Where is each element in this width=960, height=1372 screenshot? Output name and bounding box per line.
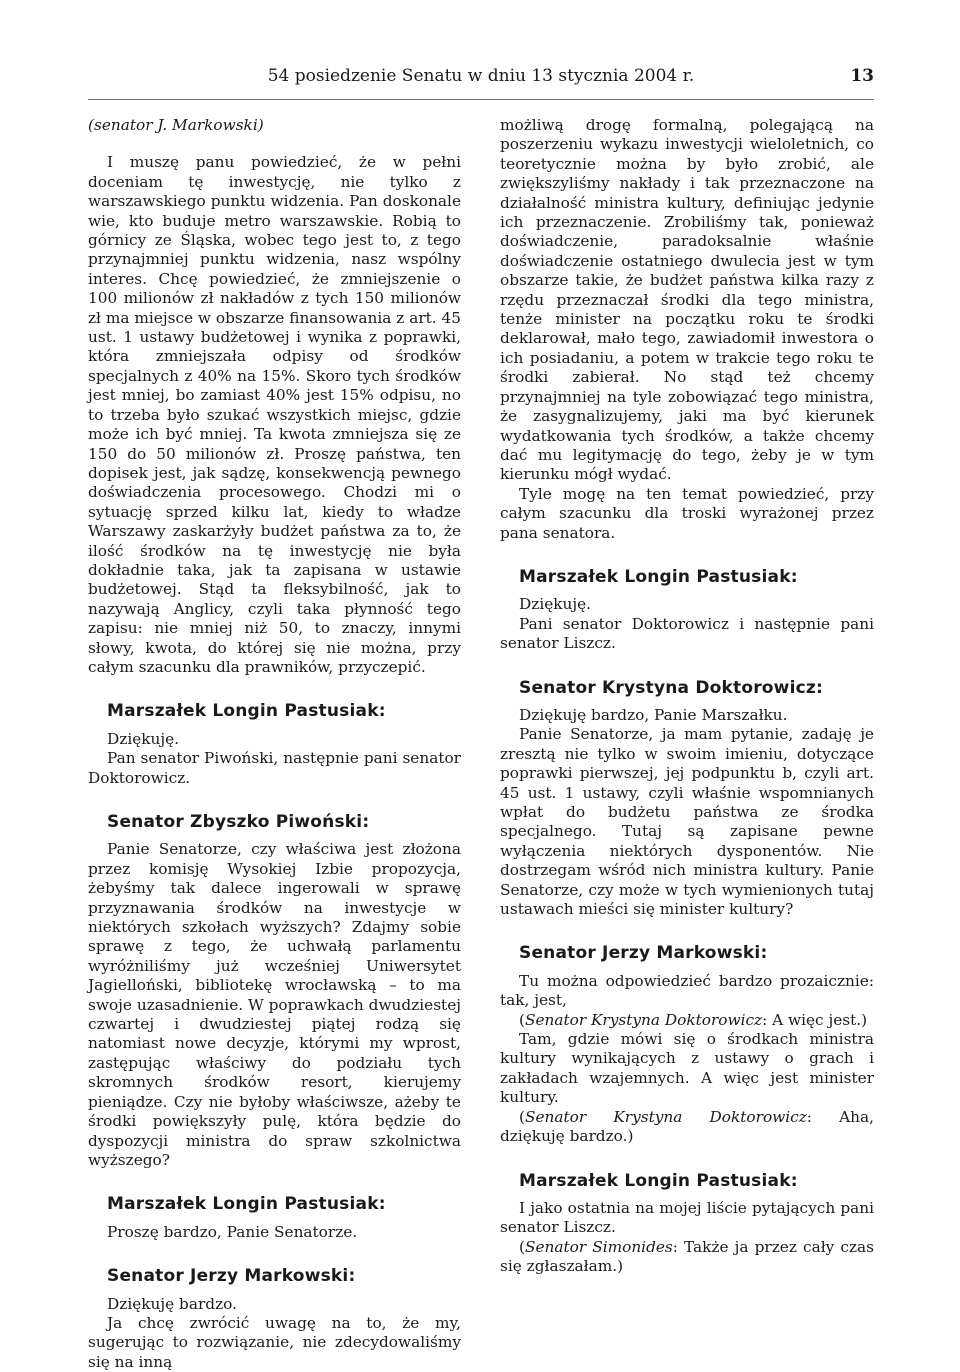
interjection-text: : Aha, dziękuję bardzo.) <box>500 1107 874 1146</box>
header-title: 54 posiedzenie Senatu w dniu 13 stycznia 2004 r. <box>267 66 695 86</box>
paragraph: Ja chcę zwrócić uwagę na to, że my, sugerując to rozwiązanie, nie zdecydowaliśmy się na inną <box>88 1313 461 1371</box>
paragraph: Panie Senatorze, ja mam pytanie, zadaję je zresztą nie tylko w swoim imieniu, dotyczące poprawki pierwszej, jej podpunktu b, czyli art. 45 ust. 1 ustawy, czyli właśnie wspomnianych wpłat do budżetu państwa ze środka specjalnego. Tutaj są zapisane pewne wyłączenia niektórych dysponentów. Nie dostrzegam wśród nich ministra kultury. Panie Senatorze, czy może w tych wymienionych tutaj ustawach mieści się minister kultury? <box>500 725 874 919</box>
interjection <box>500 1011 874 1030</box>
interjection-speaker: Senator Krystyna Doktorowicz <box>524 1107 807 1126</box>
left-column <box>88 116 461 1371</box>
interjection-open: ( <box>519 1107 525 1126</box>
interjection-speaker: Senator Simonides <box>524 1237 673 1256</box>
interjection-open: ( <box>519 1010 525 1029</box>
interjection-text: : A więc jest.) <box>762 1010 868 1029</box>
speaker-heading: Senator Jerzy Markowski: <box>107 1266 356 1287</box>
speaker-heading: Senator Jerzy Markowski: <box>519 943 768 964</box>
speaker-heading: Marszałek Longin Pastusiak: <box>107 1194 386 1215</box>
paragraph: Tu można odpowiedzieć bardzo prozaicznie: tak, jest, <box>500 971 874 1010</box>
speaker-heading: Marszałek Longin Pastusiak: <box>107 701 386 722</box>
paragraph: Pan senator Piwoński, następnie pani senator Doktorowicz. <box>88 749 461 787</box>
paragraph: Proszę bardzo, Panie Senatorze. <box>107 1222 358 1241</box>
interjection-open: ( <box>519 1237 525 1256</box>
interjection-speaker: Senator Krystyna Doktorowicz <box>524 1010 763 1029</box>
speaker-heading: Senator Zbyszko Piwoński: <box>107 812 370 832</box>
speaker-note: (senator J. Markowski) <box>88 116 264 134</box>
interjection <box>500 1238 874 1277</box>
paragraph: Dziękuję. <box>107 729 180 748</box>
speaker-heading: Senator Krystyna Doktorowicz: <box>519 677 823 698</box>
paragraph: I muszę panu powiedzieć, że w pełni doceniam tę inwestycję, nie tylko z warszawskiego punktu widzenia. Pan doskonale wie, kto buduje metro warszawskie. Robią to górnicy ze Śląska, wobec tego jest to, z tego przynajmniej punktu widzenia, nasz wspólny interes. Chcę powiedzieć, że zmniejszenie o 100 milionów zł nakładów z tych 150 milionów zł ma miejsce w obszarze finansowania z art. 45 ust. 1 ustawy budżetowej i wynika z poprawki, która zmniejszała odpisy od środków specjalnych z 40% na 15%. Skoro tych środków jest mniej, bo zamiast 40% jest 15% odpisu, no to trzeba było szukać wszystkich miejsc, gdzie może ich być mniej. Ta kwota zmniejsza się ze 150 do 50 milionów zł. Proszę państwa, ten dopisek jest, jak sądzę, konsekwencją pewnego doświadczenia procesowego. Chodzi mi o sytuację sprzed kilku lat, kiedy to władze Warszawy zaskarżyły budżet państwa za to, że ilość środków na tę inwestycję nie była dokładnie taka, jak ta zapisana w ustawie budżetowej. Stąd ta fleksybilność, jak to nazywają Anglicy, czyli taka płynność tego zapisu: nie mniej niż 50, to znaczy, innymi słowy, kwota, do której się nie można, przy całym szacunku dla prawników, przyczepić. <box>88 153 461 676</box>
paragraph: Tam, gdzie mówi się o środkach ministra kultury wynikających z ustawy o grach i zakładach wzajemnych. A więc jest minister kultury. <box>500 1030 874 1107</box>
paragraph: Dziękuję bardzo, Panie Marszałku. <box>519 705 788 724</box>
speaker-heading: Marszałek Longin Pastusiak: <box>519 1170 798 1191</box>
paragraph: Dziękuję. <box>519 595 592 614</box>
paragraph: Pani senator Doktorowicz i następnie pani senator Liszcz. <box>500 614 874 653</box>
page-header <box>88 66 874 90</box>
paragraph: Tyle mogę na ten temat powiedzieć, przy całym szacunku dla troski wyrażonej przez pana senatora. <box>500 484 874 542</box>
speaker-heading: Marszałek Longin Pastusiak: <box>519 566 798 587</box>
header-rule <box>88 99 874 100</box>
paragraph: Panie Senatorze, czy właściwa jest złożona przez komisję Wysokiej Izbie propozycja, żebyśmy tak dalece ingerowali w sprawę przyznawania środków na inwestycje w niektórych szkołach wyższych? Zdajmy sobie sprawę z tego, że uchwałą parlamentu wyróżniliśmy już wcześniej Uniwersytet Jagielloński, bibliotekę wrocławską – to ma swoje uzasadnienie. W poprawkach dwudziestej czwartej i dwudziestej piątej rodzą się natomiast nowe decyzje, którymi my wprost, zastępując właściwy do podziału tych skromnych środków resort, kierujemy pieniądze. Czy nie byłoby właściwsze, ażeby te środki powiększyły pulę, która będzie do dyspozycji ministra do spraw szkolnictwa wyższego? <box>88 840 461 1169</box>
paragraph: I jako ostatnia na mojej liście pytających pani senator Liszcz. <box>500 1198 874 1237</box>
paragraph: Dziękuję bardzo. <box>107 1294 237 1313</box>
interjection <box>500 1108 874 1147</box>
page-number: 13 <box>850 66 874 86</box>
paragraph: możliwą drogę formalną, polegającą na poszerzeniu wykazu inwestycji wieloletnich, co teoretycznie można by było zrobić, ale zwiększyliśmy nakłady i tak przeznaczone na działalność ministra kultury, definiując jedynie ich przeznaczenie. Zrobiliśmy tak, ponieważ doświadczenie, paradoksalnie właśnie doświadczenie ostatniego dwulecia jest w tym obszarze takie, że budżet państwa kilka razy z rzędu przeznaczał środki dla tego ministra, tenże minister na początku roku te środki deklarował, mało tego, zawiadomił inwestora o ich posiadaniu, a potem w trakcie tego roku te środki zabierał. No stąd też chcemy przynajmniej na tyle zobowiązać tego ministra, że zasygnalizujemy, jaki ma być kierunek wydatkowania tych środków, a także chcemy dać mu legitymację do tego, żeby je w tym kierunku mógł wydać. <box>500 116 874 484</box>
interjection-text: : Także ja przez cały czas się zgłaszałam.) <box>500 1237 874 1276</box>
right-column <box>500 116 874 1282</box>
